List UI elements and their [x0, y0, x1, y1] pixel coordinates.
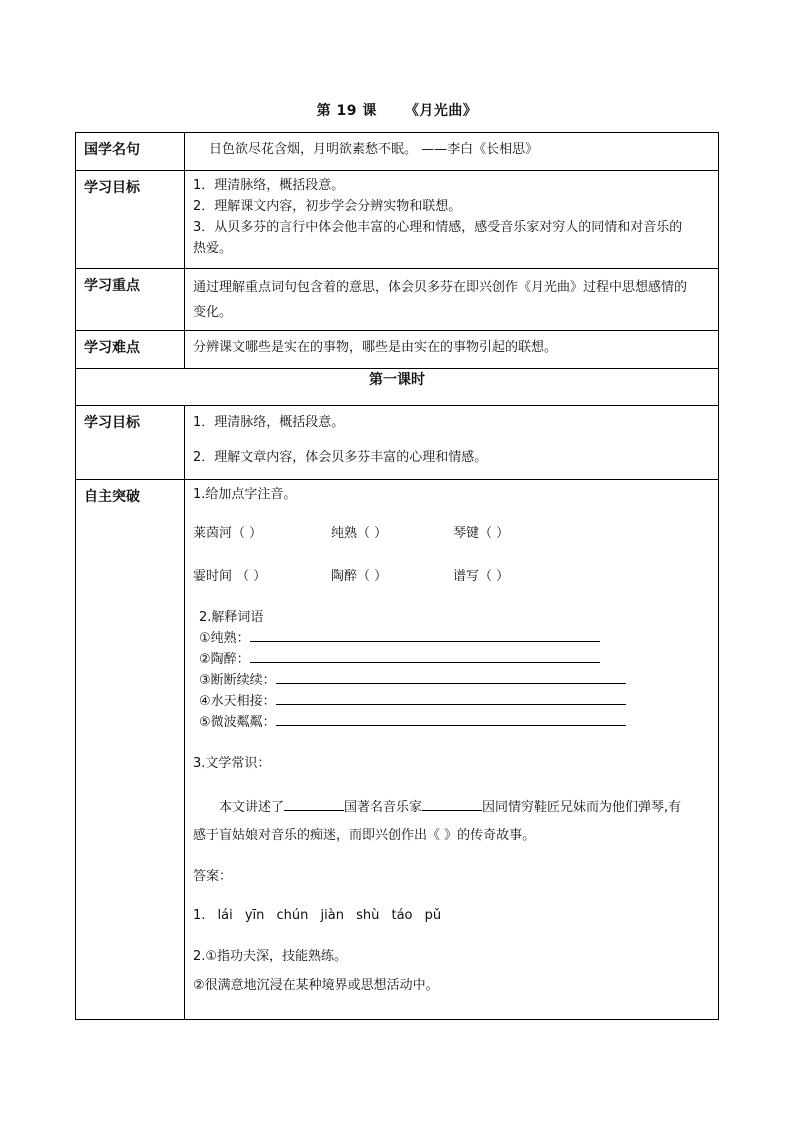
- answer-blank[interactable]: [250, 629, 600, 642]
- mubiao2-item: 2．理解文章内容，体会贝多芬丰富的心理和情感。: [193, 450, 488, 465]
- answer-3: ②很满意地沉浸在某种境界或思想活动中。: [193, 978, 439, 993]
- page-title: [0, 100, 794, 120]
- mubiao-item: 2．理解课文内容，初步学会分辨实物和联想。: [193, 199, 462, 214]
- term-row: [199, 712, 710, 733]
- lesson-name: 《月光曲》: [404, 103, 478, 119]
- guoxue-quote: 日色欲尽花含烟，月明欲素愁不眠。 ——李白《长相思》: [185, 133, 719, 171]
- pinyin-item: 琴键（ ）: [453, 526, 510, 541]
- term-label: ⑤微波粼粼：: [199, 715, 276, 730]
- zhongdian-line: 通过理解重点词句包含着的意思，体会贝多芬在即兴创作《月光曲》过程中思想感情的: [193, 280, 688, 295]
- label-guoxue: 国学名句: [76, 133, 185, 171]
- row-nandian: [76, 331, 719, 369]
- row-zizhu: [76, 480, 719, 1020]
- mubiao2-content: [185, 406, 719, 480]
- label-zizhu: 自主突破: [76, 480, 185, 1020]
- pinyin-row-2: [193, 566, 710, 587]
- answer-label: 答案：: [193, 869, 233, 884]
- answer-blank[interactable]: [250, 650, 600, 663]
- lesson-table: [75, 132, 719, 1020]
- pinyin-item: 谱写（ ）: [453, 569, 510, 584]
- pinyin-item: 莱茵河（ ）: [193, 526, 263, 541]
- label-zhongdian: 学习重点: [76, 269, 185, 331]
- label-mubiao: 学习目标: [76, 171, 185, 269]
- lesson-number: 第 19 课: [316, 103, 377, 119]
- question-3: 3.文学常识：: [193, 756, 271, 771]
- row-guoxue: [76, 133, 719, 171]
- zhongdian-line: 变化。: [193, 305, 233, 320]
- q3-text: 因同情穷鞋匠兄妹而为他们弹琴,有: [482, 800, 682, 815]
- q3-text: 国著名音乐家: [344, 800, 423, 815]
- term-row: [199, 649, 710, 670]
- row-mubiao: [76, 171, 719, 269]
- musician-blank[interactable]: [422, 798, 482, 811]
- country-blank[interactable]: [284, 798, 344, 811]
- answer-1: 1. lái yīn chún jiàn shù táo pǔ: [193, 908, 442, 923]
- row-mubiao2: [76, 406, 719, 480]
- question-2: 2.解释词语: [199, 610, 264, 625]
- term-row: [199, 670, 710, 691]
- q3-text: 本文讲述了: [219, 800, 285, 815]
- term-list: [193, 628, 710, 733]
- label-nandian: 学习难点: [76, 331, 185, 369]
- q3-line1: [193, 794, 710, 822]
- question-1: 1.给加点字注音。: [193, 487, 297, 502]
- mubiao-item: 1．理清脉络，概括段意。: [193, 178, 345, 193]
- section-title: 第一课时: [76, 369, 719, 406]
- answer-blank[interactable]: [276, 713, 626, 726]
- mubiao-item: 3．从贝多芬的言行中体会他丰富的心理和情感，感受音乐家对穷人的同情和对音乐的: [193, 220, 683, 235]
- term-label: ②陶醉：: [199, 652, 250, 667]
- answer-blank[interactable]: [276, 671, 626, 684]
- mubiao2-item: 1．理清脉络，概括段意。: [193, 415, 345, 430]
- zizhu-content: [185, 480, 719, 1020]
- label-mubiao2: 学习目标: [76, 406, 185, 480]
- zhongdian-content: [185, 269, 719, 331]
- pinyin-item: 纯熟（ ）: [331, 526, 388, 541]
- q3-line2: 感于盲姑娘对音乐的痴迷，而即兴创作出《 》的传奇故事。: [193, 828, 536, 843]
- answer-2: 2.①指功夫深，技能熟练。: [193, 949, 348, 964]
- term-row: [199, 691, 710, 712]
- mubiao-content: [185, 171, 719, 269]
- pinyin-item: 陶醉（ ）: [331, 569, 388, 584]
- pinyin-row-1: [193, 523, 710, 544]
- term-label: ③断断续续：: [199, 673, 276, 688]
- term-label: ①纯熟：: [199, 631, 250, 646]
- row-section: [76, 369, 719, 406]
- answer-blank[interactable]: [276, 692, 626, 705]
- row-zhongdian: [76, 269, 719, 331]
- term-row: [199, 628, 710, 649]
- mubiao-item: 热爱。: [193, 241, 233, 256]
- pinyin-item: 霎时间 （ ）: [193, 569, 267, 584]
- nandian-content: 分辨课文哪些是实在的事物，哪些是由实在的事物引起的联想。: [185, 331, 719, 369]
- term-label: ④水天相接：: [199, 694, 276, 709]
